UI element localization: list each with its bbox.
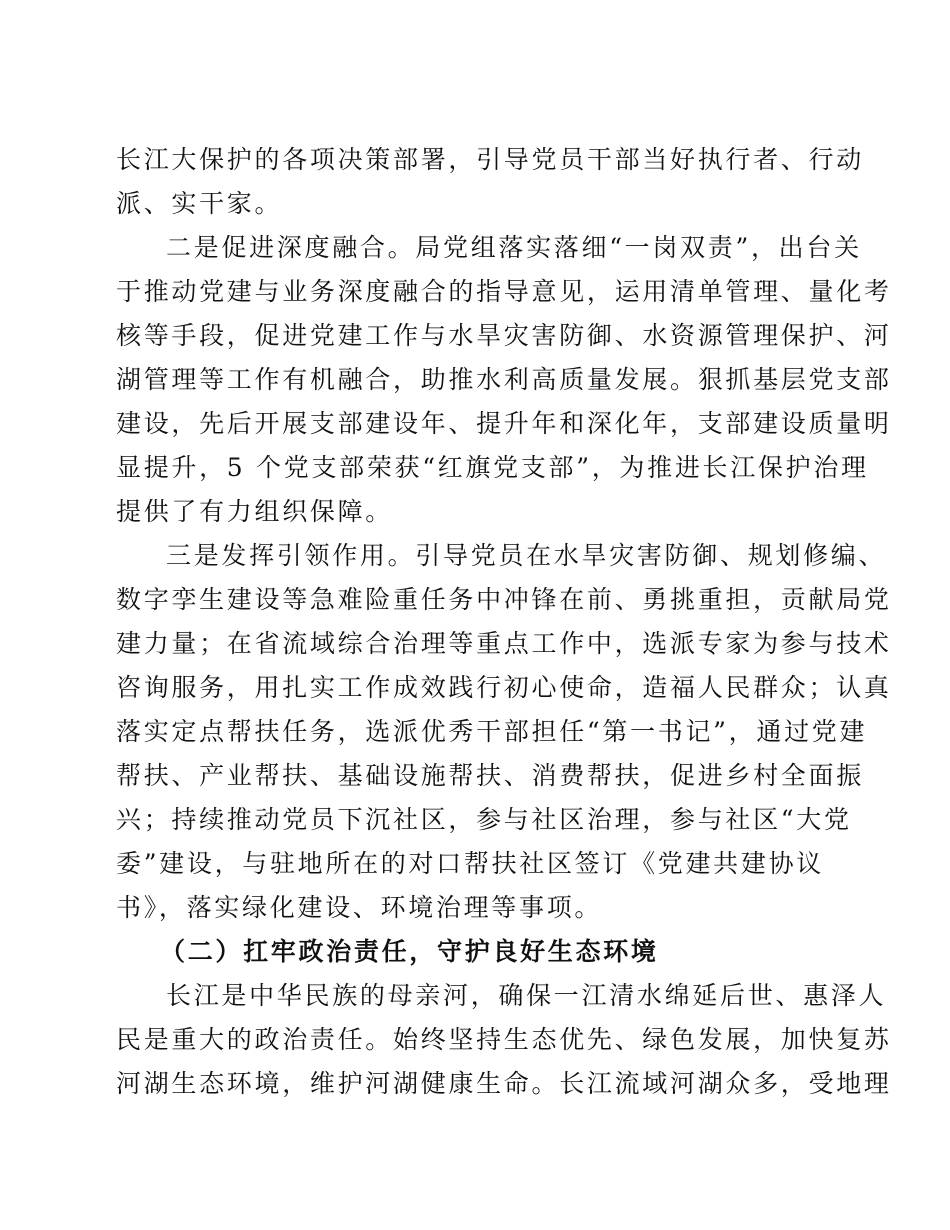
text-line: 于推动党建与业务深度融合的指导意见，运用清单管理、量化考 <box>116 277 892 306</box>
paragraph-start: 长江是中华民族的母亲河，确保一江清水绵延后世、惠泽人 <box>166 981 887 1010</box>
text-line: 落实定点帮扶任务，选派优秀干部担任“第一书记”，通过党建 <box>116 717 868 746</box>
text-line: 建设，先后开展支部建设年、提升年和深化年，支部建设质量明 <box>116 409 892 438</box>
text-line: 湖管理等工作有机融合，助推水利高质量发展。狠抓基层党支部 <box>116 365 892 394</box>
section-heading: （二）扛牢政治责任，守护良好生态环境 <box>160 937 659 966</box>
paragraph-start: 二是促进深度融合。局党组落实落细“一岗双责”，出台关 <box>166 233 862 262</box>
text-line: 显提升，5 个党支部荣获“红旗党支部”，为推进长江保护治理 <box>116 453 869 482</box>
text-line: 派、实干家。 <box>116 189 283 218</box>
text-line: 提供了有力组织保障。 <box>116 497 394 526</box>
text-line: 咨询服务，用扎实工作成效践行初心使命，造福人民群众；认真 <box>116 673 892 702</box>
text-line: 民是重大的政治责任。始终坚持生态优先、绿色发展，加快复苏 <box>116 1025 892 1054</box>
text-line: 河湖生态环境，维护河湖健康生命。长江流域河湖众多，受地理 <box>116 1069 892 1098</box>
text-line: 数字孪生建设等急难险重任务中冲锋在前、勇挑重担，贡献局党 <box>116 585 892 614</box>
paragraph-start: 三是发挥引领作用。引导党员在水旱灾害防御、规划修编、 <box>166 541 887 570</box>
text-line: 建力量；在省流域综合治理等重点工作中，选派专家为参与技术 <box>116 629 892 658</box>
text-line: 兴；持续推动党员下沉社区，参与社区治理，参与社区“大党 <box>116 805 852 834</box>
text-line: 委”建设，与驻地所在的对口帮扶社区签订《党建共建协议 <box>116 849 824 878</box>
text-line: 帮扶、产业帮扶、基础设施帮扶、消费帮扶，促进乡村全面振 <box>116 761 864 790</box>
text-line: 核等手段，促进党建工作与水旱灾害防御、水资源管理保护、河 <box>116 321 892 350</box>
text-line: 长江大保护的各项决策部署，引导党员干部当好执行者、行动 <box>116 145 864 174</box>
text-line: 书》，落实绿化建设、环境治理等事项。 <box>116 893 603 922</box>
